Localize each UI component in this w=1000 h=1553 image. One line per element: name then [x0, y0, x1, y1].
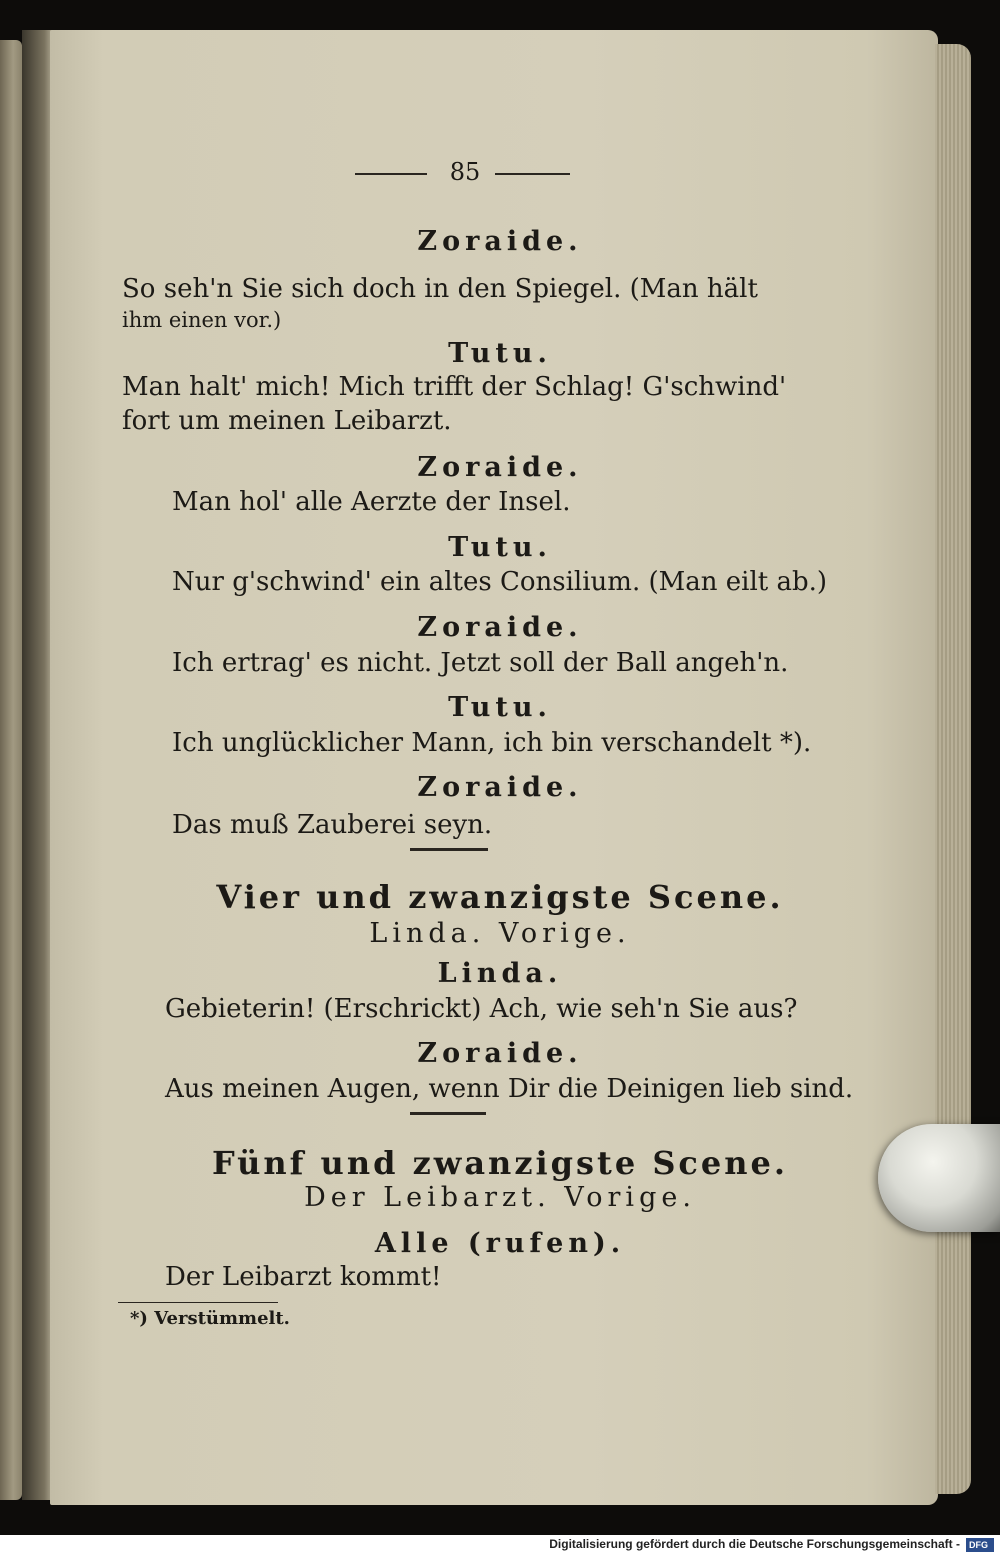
page-number: 85: [449, 158, 481, 186]
dialogue-line: So seh'n Sie sich doch in den Spiegel. (Man hält: [122, 274, 758, 304]
scene-divider: [410, 848, 488, 851]
dialogue-line: Gebieterin! (Erschrickt) Ach, wie seh'n Sie aus?: [165, 994, 798, 1024]
speaker-name: Tutu.: [448, 532, 552, 563]
scene-cast: Linda. Vorige.: [369, 918, 631, 949]
dialogue-line: Nur g'schwind' ein altes Consilium. (Man eilt ab.): [172, 567, 828, 597]
scene-divider: [410, 1112, 486, 1115]
dfg-logo: DFG: [966, 1538, 994, 1552]
dialogue-line: Man halt' mich! Mich trifft der Schlag! G'schwind': [122, 372, 787, 402]
header-rule-left: [355, 173, 427, 175]
footnote-rule: [118, 1302, 278, 1303]
footnote: *) Verstümmelt.: [130, 1308, 290, 1329]
dialogue-line: Aus meinen Augen, wenn Dir die Deinigen lieb sind.: [165, 1074, 854, 1104]
dialogue-line: Ich ertrag' es nicht. Jetzt soll der Ball angeh'n.: [172, 648, 789, 678]
speaker-name: Zoraide.: [417, 452, 583, 483]
header-rule-right: [495, 173, 570, 175]
dialogue-line: Der Leibarzt kommt!: [165, 1262, 442, 1292]
speaker-name: Zoraide.: [417, 612, 583, 643]
speaker-name: Tutu.: [448, 692, 552, 723]
digitization-footer: [0, 1535, 1000, 1553]
dialogue-line: fort um meinen Leibarzt.: [122, 406, 452, 436]
speaker-name: Tutu.: [448, 338, 552, 369]
speaker-name: Zoraide.: [417, 772, 583, 803]
speaker-name: Zoraide.: [417, 1038, 583, 1069]
footer-credit: Digitalisierung gefördert durch die Deutsche Forschungsgemeinschaft -: [549, 1537, 960, 1551]
adjacent-page-edge: [0, 40, 22, 1500]
speaker-name: Linda.: [437, 958, 563, 989]
page-stack-edges: [935, 44, 971, 1494]
dialogue-line: Ich unglücklicher Mann, ich bin verschandelt *).: [172, 728, 812, 758]
speaker-name: Zoraide.: [417, 226, 583, 257]
dialogue-line: Man hol' alle Aerzte der Insel.: [172, 487, 571, 517]
scene-title: Fünf und zwanzigste Scene.: [211, 1144, 789, 1182]
scene-cast: Der Leibarzt. Vorige.: [304, 1182, 696, 1213]
scene-title: Vier und zwanzigste Scene.: [216, 878, 784, 916]
speaker-name: Alle (rufen).: [374, 1228, 626, 1259]
dialogue-line: Das muß Zauberei seyn.: [172, 810, 493, 840]
stage-direction: ihm einen vor.): [122, 308, 282, 332]
